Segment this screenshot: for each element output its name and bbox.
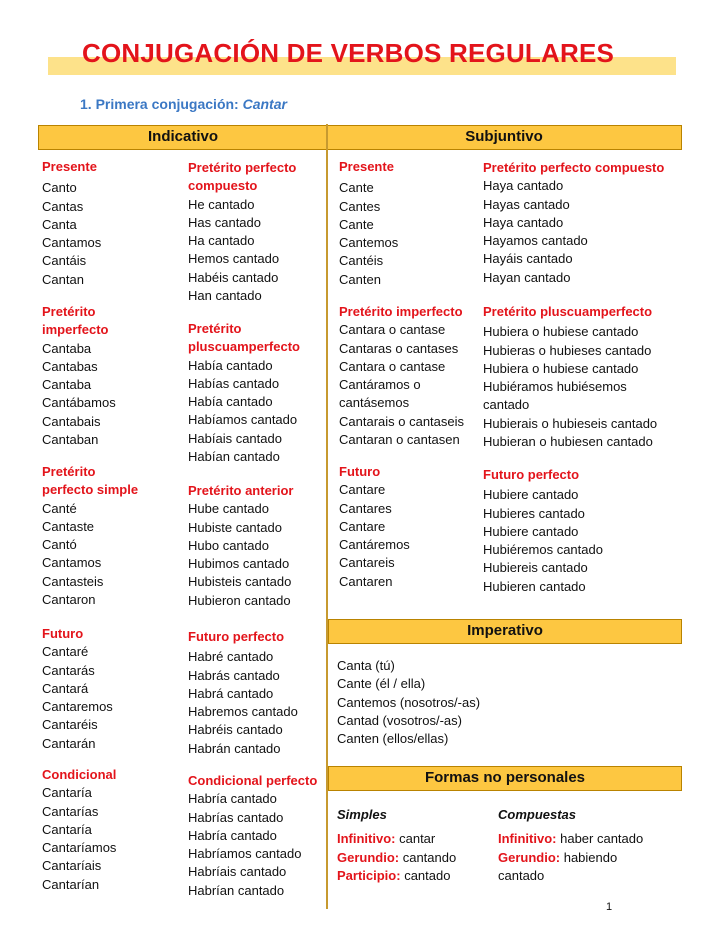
verb-form: Cantarías (42, 803, 99, 819)
tense-title: compuesto (188, 178, 258, 194)
verb-form: cantado (483, 397, 530, 413)
forma-value: cantar (395, 831, 436, 847)
verb-form: Haya cantado (483, 178, 564, 194)
verb-form: Hayáis cantado (483, 251, 573, 267)
verb-form: Cantaras o cantases (339, 340, 459, 356)
verb-form: Has cantado (188, 214, 261, 230)
verb-form: Cantara o cantase (339, 358, 446, 374)
forma-row (337, 849, 456, 867)
verb-form: Cantaban (42, 432, 99, 448)
sub-pret-perfecto-compuesto (483, 159, 664, 287)
ind-pret-perfecto-simple (42, 463, 138, 609)
forma-value: cantado (400, 867, 451, 883)
verb-form: Cantéis (339, 253, 384, 269)
sub-pret-pluscuamperfecto (483, 303, 657, 451)
verb-form: Cantaría (42, 821, 92, 837)
tense-title: Pretérito anterior (188, 483, 294, 498)
verb-form: Cantó (42, 537, 77, 553)
forma-label: Gerundio: (337, 849, 400, 865)
verb-form: Hubiéremos cantado (483, 542, 603, 558)
verb-form: Cantad (vosotros/-as) (337, 712, 462, 728)
verb-form: Hubiere cantado (483, 487, 579, 503)
ind-pret-imperfecto (42, 303, 116, 449)
verb-form: Cantaron (42, 592, 96, 608)
verb-form: Cantasteis (42, 573, 104, 589)
sub-futuro-perfecto (483, 466, 603, 596)
verb-form: Hubiera o hubiese cantado (483, 324, 639, 340)
sub-futuro (339, 463, 410, 591)
verb-form: Habrá cantado (188, 685, 274, 701)
verb-form: Habíais cantado (188, 430, 282, 446)
sub-presente (339, 158, 398, 289)
ind-pret-pluscuamperfecto (188, 320, 300, 466)
verb-form: Habría cantado (188, 827, 277, 843)
verb-form: Cantemos (nosotros/-as) (337, 694, 481, 710)
verb-form: Hubieron cantado (188, 592, 291, 608)
ind-pret-anterior (188, 482, 293, 610)
forma-row (337, 830, 456, 848)
verb-form: Cantaba (42, 377, 92, 393)
tense-title: Futuro (42, 626, 84, 641)
forma-row (337, 867, 456, 885)
forma-row (498, 830, 643, 848)
ind-presente (42, 158, 101, 289)
verb-form: Cantamos (42, 235, 102, 251)
verb-form: Cante (él / ella) (337, 676, 426, 692)
verb-form: Habéis cantado (188, 269, 279, 285)
verb-form: Hubiereis cantado (483, 560, 588, 576)
verb-form: Hubieres cantado (483, 505, 585, 521)
verb-form: Cantaríais (42, 858, 102, 874)
verb-form: Cantare (339, 482, 386, 498)
verb-form: Cantas (42, 198, 84, 214)
verb-form: Hubiste cantado (188, 519, 282, 535)
forma-value-continuation: cantado (498, 867, 545, 883)
verb-form: Cantarais o cantaseis (339, 413, 465, 429)
ind-pret-perfecto-compuesto (188, 159, 296, 305)
verb-form: Haya cantado (483, 214, 564, 230)
forma-row (498, 849, 643, 867)
verb-form: Hubieras o hubieses cantado (483, 342, 652, 358)
formas-simples-title: Simples (337, 807, 387, 822)
tense-title: Pretérito imperfecto (339, 304, 463, 319)
tense-title: Pretérito (42, 304, 96, 319)
formas-simples (337, 806, 456, 885)
verb-form: Hubisteis cantado (188, 574, 292, 590)
verb-form: Canten (339, 271, 381, 287)
verb-form: Cantáis (42, 253, 87, 269)
tense-title: pluscuamperfecto (188, 339, 300, 355)
page-number: 1 (606, 901, 613, 913)
tense-title: Futuro perfecto (188, 629, 285, 644)
verb-form: Había cantado (188, 357, 273, 373)
ind-condicional-perfecto (188, 772, 317, 900)
verb-form: Hubiera o hubiese cantado (483, 360, 639, 376)
verb-form: Hubieran o hubiesen cantado (483, 434, 653, 450)
verb-form: Cantare (339, 518, 386, 534)
tense-title: Pretérito (42, 464, 96, 479)
verb-form: Habrías cantado (188, 809, 284, 825)
verb-form: Cantaríamos (42, 840, 117, 856)
formas-compuestas (498, 806, 643, 885)
verb-form: Cantarán (42, 735, 96, 751)
verb-form: Cante (339, 216, 374, 232)
tense-title: Pretérito perfecto compuesto (483, 160, 665, 175)
ind-condicional (42, 766, 116, 894)
verb-form: Cantabais (42, 413, 101, 429)
verb-form: Cantarás (42, 662, 95, 678)
verb-form: Canté (42, 500, 77, 516)
verb-form: Habías cantado (188, 375, 280, 391)
verb-form: Cantaría (42, 785, 92, 801)
tense-title: Futuro (339, 464, 381, 479)
section-subtitle (80, 96, 287, 112)
indicativo-header: Indicativo (38, 125, 328, 150)
verb-form: cantásemos (339, 395, 410, 411)
verb-form: Hayas cantado (483, 196, 570, 212)
verb-form: Cantaré (42, 644, 89, 660)
verb-form: Cantaréis (42, 717, 98, 733)
ind-futuro-perfecto (188, 628, 298, 758)
verb-form: Hubierais o hubieseis cantado (483, 415, 658, 431)
verb-form: Hubieren cantado (483, 578, 586, 594)
verb-form: He cantado (188, 196, 255, 212)
verb-form: Cantan (42, 271, 84, 287)
verb-form: Cantarían (42, 876, 100, 892)
verb-form: Habrían cantado (188, 882, 285, 898)
tense-title: Condicional perfecto (188, 773, 318, 788)
verb-form: Cantará (42, 680, 89, 696)
verb-form: Cantaremos (42, 699, 113, 715)
verb-form: Habrás cantado (188, 667, 280, 683)
verb-form: Hemos cantado (188, 251, 280, 267)
verb-form: Habrán cantado (188, 740, 281, 756)
verb-form: Hayan cantado (483, 269, 571, 285)
tense-title: Presente (42, 159, 97, 174)
tense-title: Pretérito pluscuamperfecto (483, 304, 653, 319)
verb-form: Cantabas (42, 358, 98, 374)
verb-form: Habréis cantado (188, 722, 283, 738)
tense-title: imperfecto (42, 322, 109, 338)
forma-value: haber cantado (556, 831, 644, 847)
verb-form: Cantaran o cantasen (339, 432, 460, 448)
verb-form: Canta (tú) (337, 658, 395, 673)
verb-form: Cantáramos o (339, 377, 421, 393)
tense-title: Presente (339, 159, 394, 174)
verb-form: Habría cantado (188, 791, 277, 807)
subjuntivo-header: Subjuntivo (326, 125, 682, 150)
forma-value: cantando (399, 849, 457, 865)
tense-title: Pretérito (188, 321, 242, 336)
forma-label: Participio: (337, 867, 401, 883)
verb-form: Cantábamos (42, 395, 116, 411)
verb-form: Cantares (339, 500, 392, 516)
subtitle-prefix: 1. Primera conjugación: (80, 96, 243, 112)
verb-form: Han cantado (188, 288, 262, 304)
formas-compuestas-title: Compuestas (498, 807, 577, 822)
verb-form: Canto (42, 180, 77, 196)
verb-form: Habríais cantado (188, 864, 287, 880)
verb-form: Cante (339, 180, 374, 196)
verb-form: Cantes (339, 198, 381, 214)
verb-form: Habían cantado (188, 449, 280, 465)
verb-form: Cantaren (339, 573, 393, 589)
verb-form: Cantáremos (339, 537, 410, 553)
verb-form: Cantaba (42, 340, 92, 356)
tense-title: Pretérito perfecto (188, 160, 297, 175)
verb-form: Hubo cantado (188, 537, 269, 553)
verb-form: Hayamos cantado (483, 233, 588, 249)
sub-pret-imperfecto (339, 303, 464, 449)
verb-form: Había cantado (188, 394, 273, 410)
verb-form: Hube cantado (188, 501, 269, 517)
verb-form: Hubimos cantado (188, 556, 290, 572)
ind-futuro (42, 625, 113, 753)
verb-form: Habré cantado (188, 649, 274, 665)
forma-value: habiendo (560, 849, 618, 865)
verb-form: Cantemos (339, 235, 399, 251)
verb-form: Canten (ellos/ellas) (337, 731, 449, 747)
verb-form: Ha cantado (188, 233, 255, 249)
subtitle-verb: Cantar (242, 96, 287, 112)
column-divider (326, 124, 328, 909)
page-title: CONJUGACIÓN DE VERBOS REGULARES (82, 38, 615, 68)
tense-title: Condicional (42, 767, 117, 782)
imperativo-list (337, 657, 480, 748)
imperativo-header: Imperativo (328, 619, 682, 644)
verb-form: Hubiere cantado (483, 523, 579, 539)
forma-label: Infinitivo: (498, 831, 557, 847)
verb-form: Hubiéramos hubiésemos (483, 379, 627, 395)
verb-form: Cantamos (42, 555, 102, 571)
verb-form: Canta (42, 216, 77, 232)
forma-label: Gerundio: (498, 849, 561, 865)
tense-title: Futuro perfecto (483, 467, 580, 482)
verb-form: Cantareis (339, 555, 395, 571)
verb-form: Cantaste (42, 518, 95, 534)
verb-form: Habíamos cantado (188, 412, 298, 428)
forma-label: Infinitivo: (337, 831, 396, 847)
verb-form: Habríamos cantado (188, 846, 302, 862)
tense-title: perfecto simple (42, 482, 139, 498)
formas-header: Formas no personales (328, 766, 682, 791)
verb-form: Habremos cantado (188, 704, 298, 720)
verb-form: Cantara o cantase (339, 322, 446, 338)
